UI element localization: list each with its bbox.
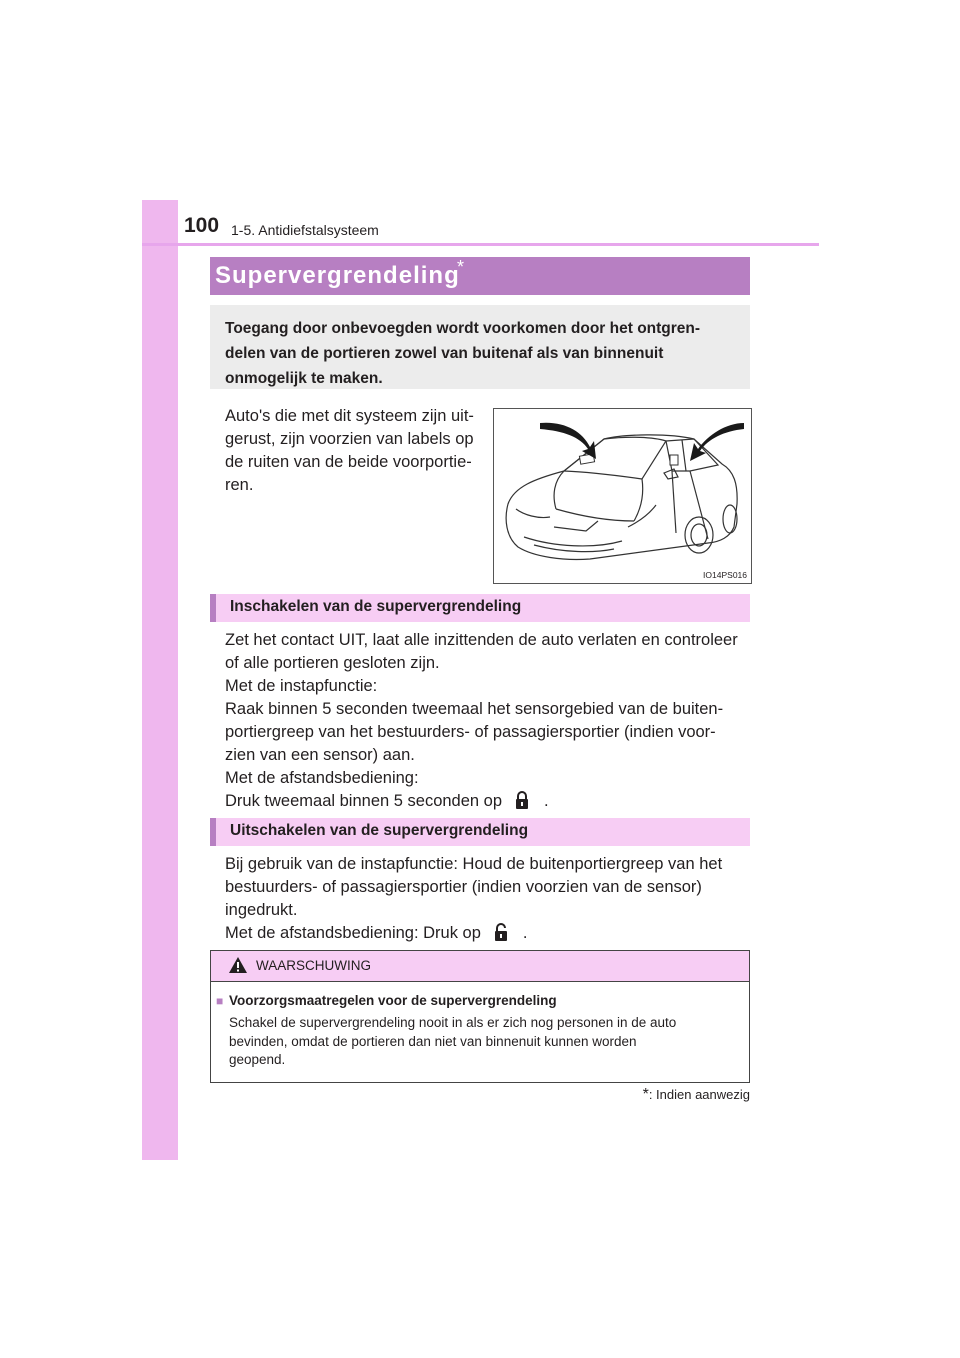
warning-label: WAARSCHUWING — [256, 958, 371, 973]
lock-icon — [514, 790, 530, 810]
paragraph-labels — [225, 405, 477, 497]
paragraph-line: ren. — [225, 476, 254, 494]
warning-line: Schakel de supervergrendeling nooit in als er zich nog personen in de auto — [229, 1015, 677, 1030]
warning-bullet: ■ — [216, 994, 224, 1008]
intro-line: onmogelijk te maken. — [225, 370, 383, 387]
footnote-marker: * — [642, 1086, 649, 1103]
disable-line: Bij gebruik van de instapfunctie: Houd de buitenportiergreep van het — [225, 855, 723, 873]
disable-heading: Uitschakelen van de supervergrendeling — [230, 822, 529, 839]
enable-line: portiergreep van het bestuurders- of passagiersportier (indien voor- — [225, 723, 716, 741]
figure-code: IO14PS016 — [703, 570, 747, 580]
car-illustration — [493, 408, 752, 584]
warning-line: geopend. — [229, 1052, 286, 1067]
section-label: 1-5. Antidiefstalsysteem — [231, 222, 379, 238]
paragraph-line: Auto's die met dit systeem zijn uit- — [225, 407, 474, 425]
side-tab-bar — [142, 200, 178, 1160]
enable-line: of alle portieren gesloten zijn. — [225, 654, 440, 672]
enable-paragraph-2 — [225, 675, 743, 813]
disable-paragraph — [225, 853, 743, 945]
enable-instruction-end: . — [544, 792, 549, 810]
footnote — [643, 1086, 750, 1104]
disable-line-with-icon — [225, 922, 743, 945]
enable-line: zien van een sensor) aan. — [225, 746, 415, 764]
disable-heading-band — [210, 818, 750, 846]
disable-line: bestuurders- of passagiersportier (indien voorzien van de sensor) — [225, 878, 702, 896]
page-title: Supervergrendeling — [215, 262, 460, 289]
warning-subheading: Voorzorgsmaatregelen voor de supervergrendeling — [229, 993, 557, 1008]
enable-line-with-icon — [225, 790, 743, 813]
warning-body — [229, 1014, 739, 1070]
enable-heading-band — [210, 594, 750, 622]
intro-text — [225, 316, 740, 391]
title-footnote-marker: * — [457, 257, 465, 277]
enable-line: Met de afstandsbediening: — [225, 769, 419, 787]
page-number: 100 — [184, 214, 220, 237]
car-with-window-labels-illustration — [494, 409, 751, 583]
enable-line: Zet het contact UIT, laat alle inzittenden de auto verlaten en controleer — [225, 631, 738, 649]
warning-triangle-icon — [228, 956, 248, 974]
paragraph-line: de ruiten van de beide voorportie- — [225, 453, 472, 471]
enable-line: Raak binnen 5 seconden tweemaal het sensorgebied van de buiten- — [225, 700, 724, 718]
header-rule — [142, 243, 819, 246]
enable-paragraph-1 — [225, 629, 743, 675]
paragraph-line: gerust, zijn voorzien van labels op — [225, 430, 474, 448]
disable-instruction: Met de afstandsbediening: Druk op — [225, 924, 481, 942]
intro-line: Toegang door onbevoegden wordt voorkomen door het ontgren- — [225, 320, 701, 337]
disable-instruction-end: . — [522, 924, 528, 942]
warning-box — [210, 950, 750, 1083]
unlock-icon — [493, 922, 509, 942]
enable-line: Met de instapfunctie: — [225, 677, 378, 695]
warning-header — [211, 951, 749, 982]
enable-heading: Inschakelen van de supervergrendeling — [230, 598, 522, 615]
enable-instruction: Druk tweemaal binnen 5 seconden op — [225, 792, 503, 810]
intro-line: delen van de portieren zowel van buitenaf als van binnenuit — [225, 345, 664, 362]
footnote-text: : Indien aanwezig — [648, 1087, 750, 1102]
disable-line: ingedrukt. — [225, 901, 298, 919]
warning-line: bevinden, omdat de portieren dan niet van binnenuit kunnen worden — [229, 1033, 637, 1049]
